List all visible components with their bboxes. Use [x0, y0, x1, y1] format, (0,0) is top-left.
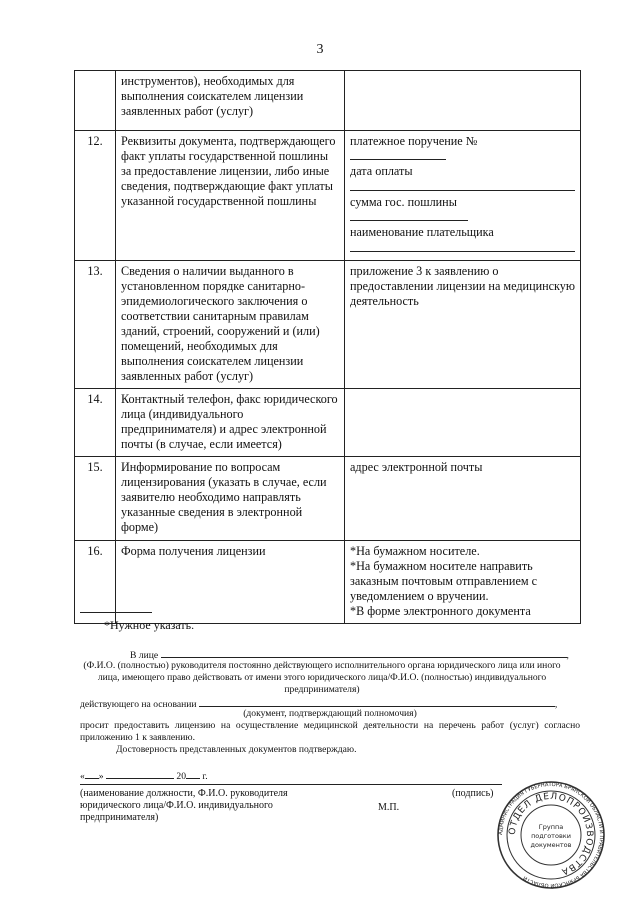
row-number: 13. [75, 261, 116, 389]
row-description: инструментов), необходимых для выполнения соискателем лицензии заявленных работ (услуг) [116, 71, 345, 131]
row-value [345, 131, 581, 261]
row-number: 16. [75, 541, 116, 624]
in-person-field[interactable] [161, 647, 567, 658]
signature-in-person: В лице , [80, 647, 580, 662]
footnote-rule [80, 612, 152, 613]
table-row [75, 389, 581, 457]
position-caption: (наименование должности, Ф.И.О. руководителя юридического лица/Ф.И.О. индивидуального предпринимателя) [80, 788, 288, 823]
date-close: » [98, 771, 104, 782]
row-number [75, 71, 116, 131]
in-person-label: В лице [130, 650, 159, 661]
day-field[interactable] [85, 768, 99, 779]
row-number: 14. [75, 389, 116, 457]
license-info-table [74, 70, 581, 624]
payment-order-label: платежное поручение № [350, 134, 478, 148]
year-suffix: г. [202, 771, 208, 782]
payer-name-field[interactable] [350, 240, 575, 252]
option-paper[interactable]: *На бумажном носителе. [350, 544, 480, 558]
office-stamp [496, 780, 606, 890]
acting-basis-field[interactable] [199, 696, 555, 707]
fio-caption: (Ф.И.О. (полностью) руководителя постоянно действующего исполнительного органа юридического лица или иного лица, имеющего право действовать от имени этого юридического лица/Ф.И.О. (полностью) индивидуального предпринимателя) [83, 660, 561, 695]
table-row [75, 261, 581, 389]
stamp-rim-text: АДМИНИСТРАЦИЯ ГУБЕРНАТОРА БРЯНСКОЙ ОБЛАСТИ И ПРАВИТЕЛЬСТВА БРЯНСКОЙ ОБЛАСТИ [497, 781, 605, 889]
payment-date-field[interactable] [350, 179, 575, 191]
option-paper-mail[interactable]: *На бумажном носителе направить заказным почтовым отправлением с уведомлением о вручении. [350, 559, 538, 603]
month-field[interactable] [106, 768, 174, 779]
fee-amount-field[interactable] [350, 210, 468, 221]
fee-amount-label: сумма гос. пошлины [350, 195, 457, 209]
row-description: Форма получения лицензии [116, 541, 345, 624]
row-number: 15. [75, 457, 116, 541]
row-description: Информирование по вопросам лицензирования (указать в случае, если заявителю необходимо направлять указанные сведения в электронной форме) [116, 457, 345, 541]
stamp-center-1: Группа [538, 823, 564, 831]
row-value: адрес электронной почты [345, 457, 581, 541]
row-description: Сведения о наличии выданного в установленном порядке санитарно-эпидемиологического заключения о соответствии санитарным правилам зданий, строений, сооружений и (или) помещений, необходимых для выполнения соискателем лицензии заявленных работ (услуг) [116, 261, 345, 389]
table-row [75, 457, 581, 541]
request-text: просит предоставить лицензию на осуществление медицинской деятельности на перечень работ (услуг) согласно приложению 1 к заявлению. [80, 720, 580, 743]
acting-basis: действующего на основании , [80, 696, 580, 711]
acting-basis-label: действующего на основании [80, 699, 197, 710]
year-prefix: 20 [176, 771, 186, 782]
page-number: 3 [316, 42, 324, 57]
signature-rule [430, 784, 502, 785]
stamp-center-2: подготовки [531, 832, 571, 840]
mp-label: М.П. [378, 802, 400, 813]
table-row [75, 71, 581, 131]
confirm-text: Достоверность представленных документов подтверждаю. [116, 744, 357, 755]
table-row [75, 131, 581, 261]
year-field[interactable] [186, 768, 200, 779]
row-description: Контактный телефон, факс юридического лица (индивидуального предпринимателя) и адрес электронной почты (в случае, если имеется) [116, 389, 345, 457]
document-caption: (документ, подтверждающий полномочия) [243, 708, 417, 719]
stamp-center-3: документов [530, 841, 572, 849]
position-rule [80, 784, 430, 785]
payment-date-label: дата оплаты [350, 164, 413, 178]
row-value: приложение 3 к заявлению о предоставлении лицензии на медицинскую деятельность [345, 261, 581, 389]
signature-caption: (подпись) [452, 788, 494, 799]
option-electronic[interactable]: *В форме электронного документа [350, 604, 531, 618]
date-open: « [80, 771, 85, 782]
row-description: Реквизиты документа, подтверждающего факт уплаты государственной пошлины за предоставление лицензии, либо иные сведения, подтверждающие факт уплаты указанной государственной пошлины [116, 131, 345, 261]
row-number: 12. [75, 131, 116, 261]
payer-name-label: наименование плательщика [350, 225, 494, 239]
row-value [345, 71, 581, 131]
footnote: *Нужное указать. [104, 618, 195, 632]
stamp-ring-text: ОТДЕЛ ДЕЛОПРОИЗВОДСТВА [507, 791, 595, 877]
payment-order-field[interactable] [350, 149, 446, 160]
row-value[interactable] [345, 389, 581, 457]
row-value [345, 541, 581, 624]
